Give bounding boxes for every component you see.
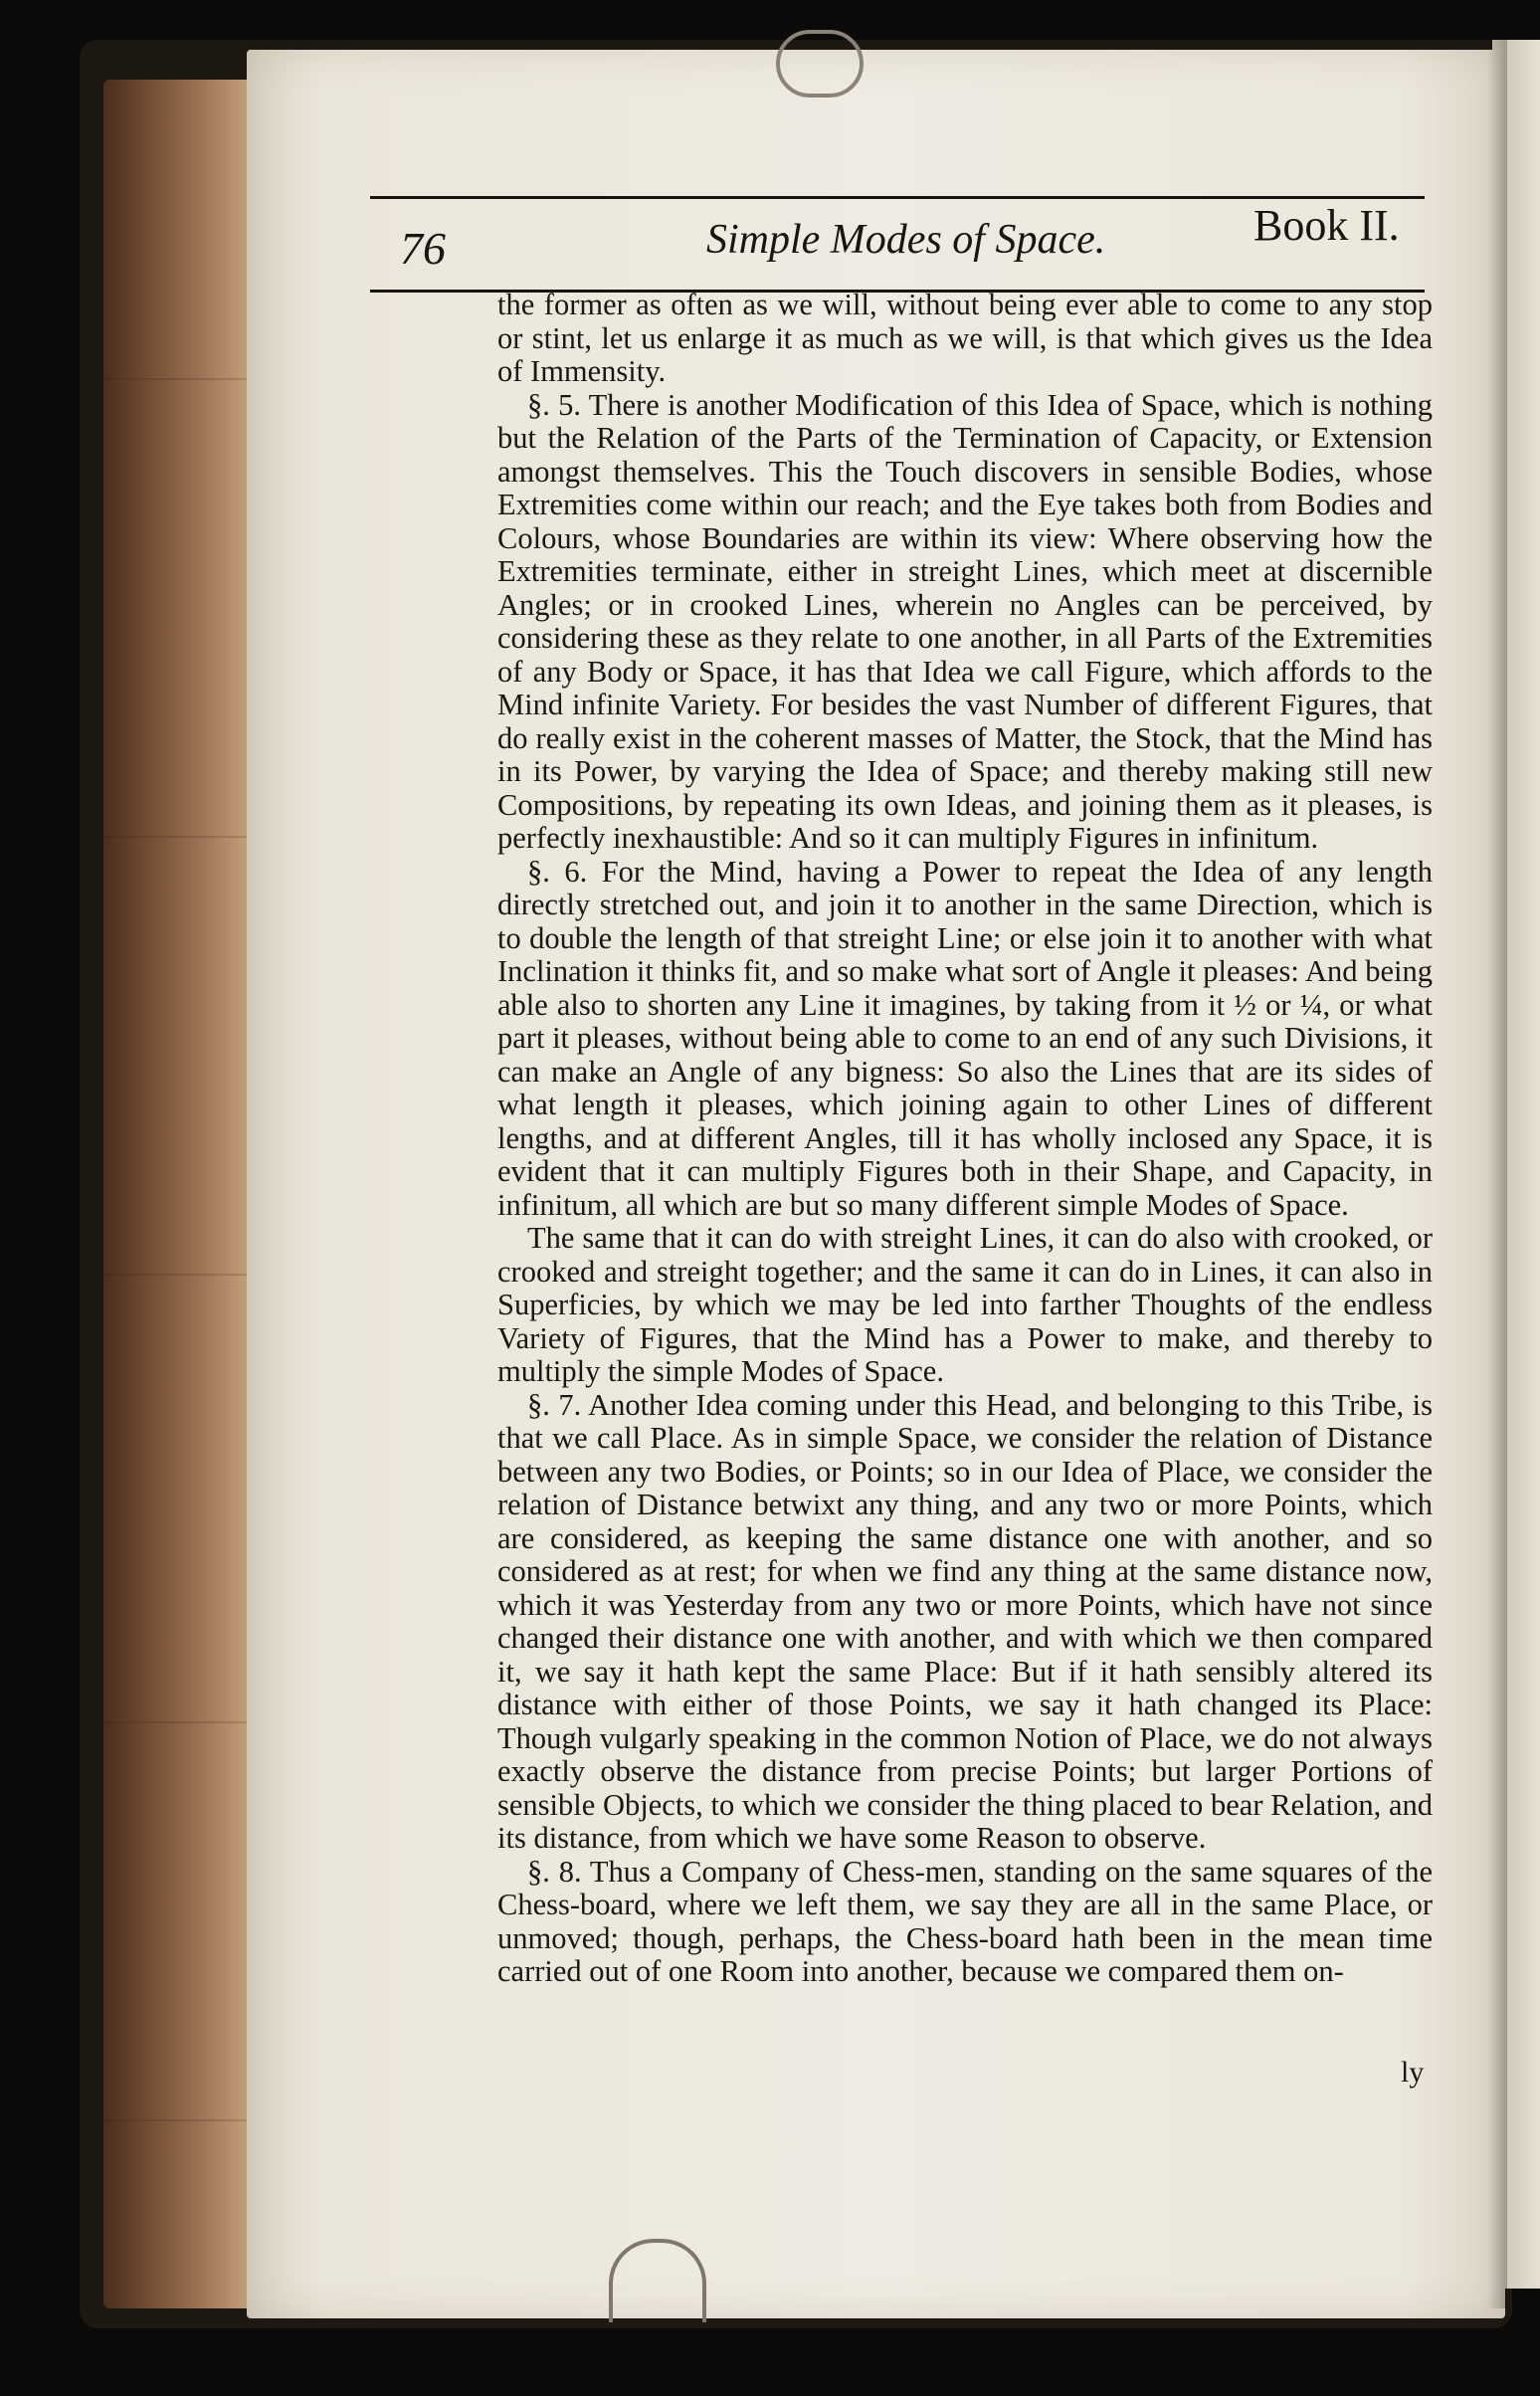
paragraph: the former as often as we will, without being ever able to come to any stop or stint, let us enlarge it as much as we will, is that which gives us the Idea of Immensity.: [497, 288, 1433, 388]
header-top-rule: [370, 196, 1425, 199]
book-label: Book II.: [1253, 201, 1400, 250]
top-page-clip: [776, 30, 864, 98]
running-title: Simple Modes of Space.: [706, 217, 1106, 263]
bottom-page-clip: [609, 2239, 706, 2322]
paragraph-section-5: §. 5. There is another Modification of this Idea of Space, which is nothing but the Relation of the Parts of the Termination of Capacity, or Extension amongst themselves. This the Touch discovers in sensible Bodies, whose Extremities come within our reach; and the Eye takes both from Bodies and Colours, whose Boundaries are within its view: Where observing how the Extremities terminate, either in streight Lines, which meet at discernible Angles; or in crooked Lines, wherein no Angles can be perceived, by considering these as they relate to one another, in all Parts of the Extremities of any Body or Space, it has that Idea we call Figure, which affords to the Mind infinite Variety. For besides the vast Number of different Figures, that do really exist in the coherent masses of Matter, the Stock, that the Mind has in its Power, by varying the Idea of Space; and thereby making still new Compositions, by repeating its own Ideas, and joining them as it pleases, is perfectly inexhaustible: And so it can multiply Figures in infinitum.: [497, 387, 1433, 855]
paragraph-section-8: §. 8. Thus a Company of Chess-men, standing on the same squares of the Chess-board, where we left them, we say they are all in the same Place, or unmoved; though, perhaps, the Chess-board hath been in the mean time carried out of one Room into another, because we compared them on-: [497, 1854, 1433, 1988]
paragraph: The same that it can do with streight Lines, it can do also with crooked, or crooked and streight together; and the same it can do in Lines, it can also in Superficies, by which we may be led into farther Thoughts of the endless Variety of Figures, that the Mind has a Power to make, and thereby to multiply the simple Modes of Space.: [497, 1221, 1433, 1388]
paragraph-section-6: §. 6. For the Mind, having a Power to repeat the Idea of any length directly stretched out, and join it to another in the same Direction, which is to double the length of that streight Line; or else join it to another with what Inclination it thinks fit, and so make what sort of Angle it pleases: And being able also to shorten any Line it imagines, by taking from it ½ or ¼, or what part it pleases, without being able to come to an end of any such Divisions, it can make an Angle of any bigness: So also the Lines that are its sides of what length it pleases, which joining again to other Lines of different lengths, and at different Angles, till it has wholly inclosed any Space, it is evident that it can multiply Figures both in their Shape, and Capacity, in infinitum, all which are but so many different simple Modes of Space.: [497, 854, 1433, 1222]
page-number: 76: [400, 223, 446, 274]
body-text: [497, 289, 1433, 1989]
catchword: ly: [1401, 2056, 1425, 2089]
gutter-shadow: [1487, 40, 1507, 2308]
paragraph-section-7: §. 7. Another Idea coming under this Head, and belonging to this Tribe, is that we call Place. As in simple Space, we consider the relation of Distance between any two Bodies, or Points; so in our Idea of Place, we consider the relation of Distance betwixt any thing, and any two or more Points, which are considered, as keeping the same distance one with another, and so considered as at rest; for when we find any thing at the same distance now, which it was Yesterday from any two or more Points, which have not since changed their distance one with another, and with which we then compared it, we say it hath kept the same Place: But if it hath sensibly altered its distance with either of those Points, we say it hath changed its Place: Though vulgarly speaking in the common Notion of Place, we do not always exactly observe the distance from precise Points; but larger Portions of sensible Objects, to which we consider the thing placed to bear Relation, and its distance, from which we have some Reason to observe.: [497, 1387, 1433, 1855]
